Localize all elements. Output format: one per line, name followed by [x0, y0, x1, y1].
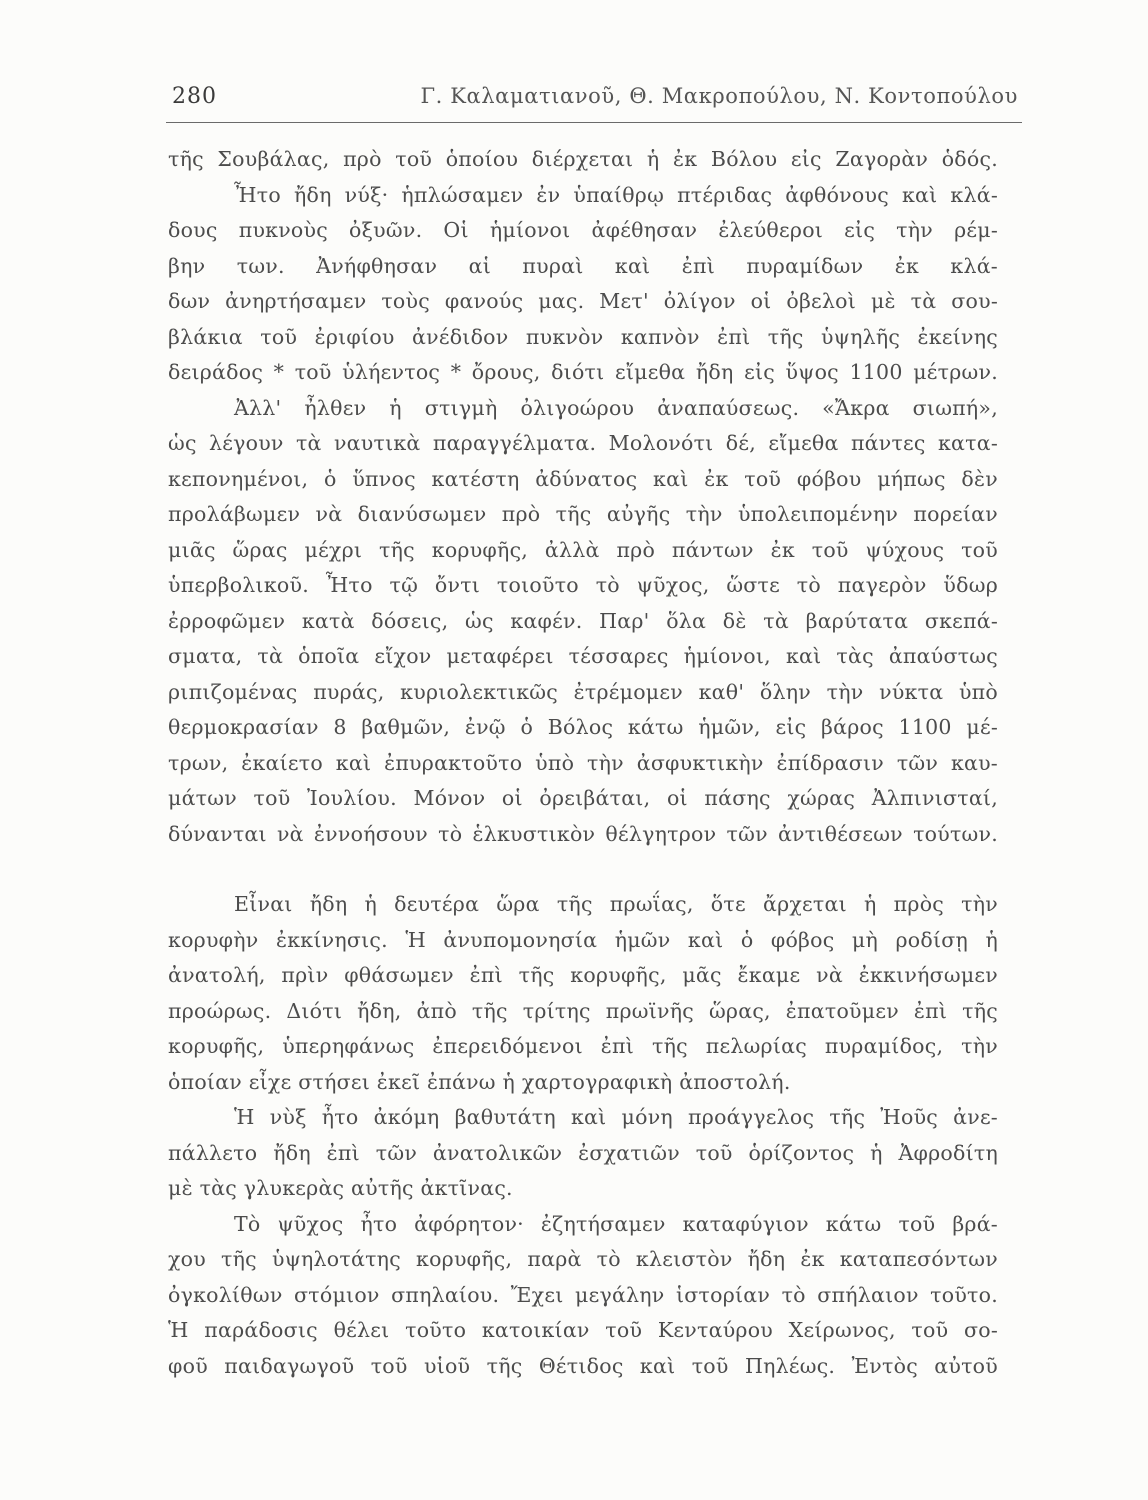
text-line: μάτων τοῦ Ἰουλίου. Μόνον οἱ ὀρειβάται, οἱ πάσης χώρας Ἀλπινισταί,	[168, 786, 998, 810]
text-line: κορυφὴν ἐκκίνησις. Ἡ ἀνυπομονησία ἡμῶν καὶ ὁ φόβος μὴ ροδίσῃ ἡ	[168, 927, 998, 952]
text-line: Ἡ νὺξ ἦτο ἀκόμη βαθυτάτη καὶ μόνη προάγγελος τῆς Ἠοῦς ἀνε-	[234, 1105, 998, 1129]
text-line: χου τῆς ὑψηλοτάτης κορυφῆς, παρὰ τὸ κλειστὸν ἤδη ἐκ καταπεσόντων	[168, 1247, 998, 1271]
page-number: 280	[172, 84, 217, 109]
paragraph-gap	[168, 852, 998, 887]
text-line: μὲ τὰς γλυκερὰς αὐτῆς ἀκτῖνας.	[168, 1176, 513, 1200]
text-line: βην των. Ἀνήφθησαν αἱ πυραὶ καὶ ἐπὶ πυραμίδων ἐκ κλά-	[168, 253, 998, 278]
body-text	[168, 142, 998, 1384]
text-line: τῆς Σουβάλας, πρὸ τοῦ ὁποίου διέρχεται ἡ ἐκ Βόλου εἰς Ζαγορὰν ὁδός.	[168, 147, 998, 171]
running-head-authors: Γ. Καλαματιανοῦ, Θ. Μακροπούλου, Ν. Κοντοπούλου	[420, 84, 1018, 108]
text-line: σματα, τὰ ὁποῖα εἴχον μεταφέρει τέσσαρες ἡμίονοι, καὶ τὰς ἀπαύστως	[168, 644, 998, 668]
text-line: Ἀλλ' ἦλθεν ἡ στιγμὴ ὀλιγοώρου ἀναπαύσεως. «Ἄκρα σιωπή»,	[234, 395, 998, 420]
text-line: θερμοκρασίαν 8 βαθμῶν, ἐνῷ ὁ Βόλος κάτω ἡμῶν, εἰς βάρος 1100 μέ-	[168, 715, 998, 739]
text-line: Τὸ ψῦχος ἦτο ἀφόρητον· ἐζητήσαμεν καταφύγιον κάτω τοῦ βρά-	[234, 1211, 998, 1236]
text-line: βλάκια τοῦ ἐριφίου ἀνέδιδον πυκνὸν καπνὸν ἐπὶ τῆς ὑψηλῆς ἐκείνης	[168, 324, 998, 349]
text-line: ὡς λέγουν τὰ ναυτικὰ παραγγέλματα. Μολονότι δέ, εἴμεθα πάντες κατα-	[168, 431, 998, 455]
text-line: φοῦ παιδαγωγοῦ τοῦ υἱοῦ τῆς Θέτιδος καὶ τοῦ Πηλέως. Ἐντὸς αὐτοῦ	[168, 1353, 998, 1378]
text-line: ὁποίαν εἶχε στήσει ἐκεῖ ἐπάνω ἡ χαρτογραφικὴ ἀποστολή.	[168, 1069, 791, 1094]
text-line: ὑπερβολικοῦ. Ἦτο τῷ ὄντι τοιοῦτο τὸ ψῦχος, ὥστε τὸ παγερὸν ὕδωρ	[168, 573, 998, 597]
text-line: Ἡ παράδοσις θέλει τοῦτο κατοικίαν τοῦ Κενταύρου Χείρωνος, τοῦ σο-	[168, 1318, 998, 1342]
text-line: κορυφῆς, ὑπερηφάνως ἐπερειδόμενοι ἐπὶ τῆς πελωρίας πυραμίδος, τὴν	[168, 1034, 998, 1058]
text-line: δων ἀνηρτήσαμεν τοὺς φανούς μας. Μετ' ὀλίγον οἱ ὀβελοὶ μὲ τὰ σου-	[168, 289, 998, 313]
text-line: προλάβωμεν νὰ διανύσωμεν πρὸ τῆς αὐγῆς τὴν ὑπολειπομένην πορείαν	[168, 502, 998, 526]
text-line: δύνανται νὰ ἐννοήσουν τὸ ἑλκυστικὸν θέλγητρον τῶν ἀντιθέσεων τούτων.	[168, 821, 998, 846]
text-line: πάλλετο ἤδη ἐπὶ τῶν ἀνατολικῶν ἐσχατιῶν τοῦ ὁρίζοντος ἡ Ἀφροδίτη	[168, 1140, 998, 1165]
text-line: προώρως. Διότι ἤδη, ἀπὸ τῆς τρίτης πρωϊνῆς ὥρας, ἐπατοῦμεν ἐπὶ τῆς	[168, 998, 998, 1023]
text-line: δους πυκνοὺς ὀξυῶν. Οἱ ἡμίονοι ἀφέθησαν ἐλεύθεροι εἰς τὴν ρέμ-	[168, 218, 998, 242]
text-line: κεπονημένοι, ὁ ὕπνος κατέστη ἀδύνατος καὶ ἐκ τοῦ φόβου μήπως δὲν	[168, 466, 998, 491]
text-line: Εἶναι ἤδη ἡ δευτέρα ὥρα τῆς πρωΐας, ὅτε ἄρχεται ἡ πρὸς τὴν	[234, 892, 998, 916]
text-line: ἐρροφῶμεν κατὰ δόσεις, ὡς καφέν. Παρ' ὅλα δὲ τὰ βαρύτατα σκεπά-	[168, 608, 998, 633]
text-line: τρων, ἐκαίετο καὶ ἐπυρακτοῦτο ὑπὸ τὴν ἀσφυκτικὴν ἐπίδρασιν τῶν καυ-	[168, 750, 998, 775]
running-header	[172, 84, 1018, 114]
text-line: ριπιζομένας πυράς, κυριολεκτικῶς ἐτρέμομεν καθ' ὅλην τὴν νύκτα ὑπὸ	[168, 679, 998, 704]
header-rule	[166, 122, 1022, 123]
text-line: Ἦτο ἤδη νύξ· ἡπλώσαμεν ἐν ὑπαίθρῳ πτέριδας ἀφθόνους καὶ κλά-	[234, 182, 998, 207]
text-line: ἀνατολή, πρὶν φθάσωμεν ἐπὶ τῆς κορυφῆς, μᾶς ἔκαμε νὰ ἐκκινήσωμεν	[168, 963, 998, 987]
text-line: δειράδος * τοῦ ὑλήεντος * ὄρους, διότι εἴμεθα ἤδη εἰς ὕψος 1100 μέτρων.	[168, 360, 998, 384]
text-line: ὀγκολίθων στόμιον σπηλαίου. Ἔχει μεγάλην ἱστορίαν τὸ σπήλαιον τοῦτο.	[168, 1282, 998, 1307]
text-line: μιᾶς ὥρας μέχρι τῆς κορυφῆς, ἀλλὰ πρὸ πάντων ἐκ τοῦ ψύχους τοῦ	[168, 537, 998, 562]
